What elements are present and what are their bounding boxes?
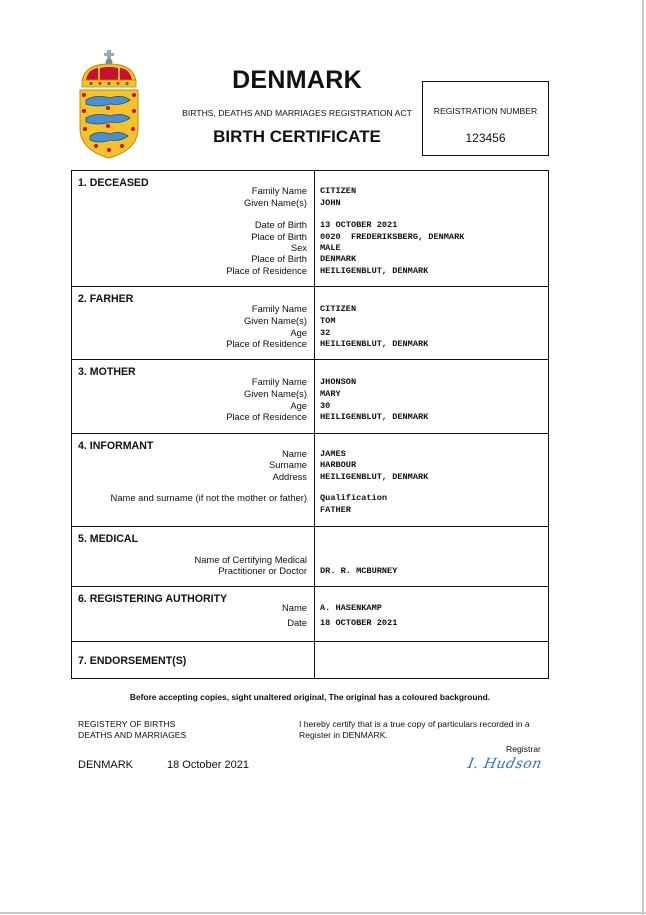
footer-date: 18 October 2021	[167, 759, 249, 771]
authenticity-notice: Before accepting copies, sight unaltered original, The original has a coloured background.	[129, 692, 491, 702]
field-label: Place of Residence	[226, 265, 307, 276]
field-value: DENMARK	[320, 254, 357, 264]
field-label: Date of Birth	[254, 219, 307, 230]
section-deceased	[72, 171, 548, 287]
field-value: 30	[320, 401, 331, 411]
section-father	[72, 287, 548, 360]
section-title: 7. ENDORSEMENT(S)	[78, 655, 187, 667]
field-value: 13 OCTOBER 2021	[320, 220, 398, 230]
section-registering-authority	[72, 587, 548, 642]
field-label: Given Name(s)	[243, 388, 307, 399]
field-label: Practitioner or Doctor	[218, 565, 307, 576]
field-value: 0020 FREDERIKSBERG, DENMARK	[320, 232, 465, 242]
field-label: Family Name	[251, 185, 307, 196]
field-label: Place of Birth	[251, 231, 307, 242]
field-value: TOM	[320, 316, 336, 326]
field-label: Sex	[290, 242, 307, 253]
field-label: Name and surname (if not the mother or father)	[110, 492, 307, 503]
field-label: Family Name	[251, 303, 307, 314]
certify-line: Register in DENMARK.	[299, 730, 388, 740]
field-label: Place of Birth	[251, 253, 307, 264]
coat-of-arms-icon	[76, 48, 142, 160]
field-label: Name of Certifying Medical	[194, 554, 307, 565]
field-label: Age	[290, 400, 307, 411]
document-title: BIRTH CERTIFICATE	[213, 127, 381, 146]
section-title: 3. MOTHER	[78, 366, 136, 378]
field-value: A. HASENKAMP	[320, 603, 382, 613]
field-label: Surname	[268, 459, 307, 470]
field-value: JAMES	[320, 449, 346, 459]
field-value: JOHN	[320, 198, 341, 208]
section-title: 5. MEDICAL	[78, 533, 139, 545]
section-title: 4. INFORMANT	[78, 440, 154, 452]
field-label: Address	[272, 471, 307, 482]
column-divider	[314, 171, 315, 678]
field-value: CITIZEN	[320, 186, 357, 196]
section-informant	[72, 434, 548, 527]
section-endorsements	[72, 642, 548, 679]
field-label: Given Name(s)	[243, 197, 307, 208]
section-title: 6. REGISTERING AUTHORITY	[78, 593, 228, 605]
field-value: FATHER	[320, 505, 351, 515]
field-label: Place of Residence	[226, 411, 307, 422]
registrar-label: Registrar	[506, 744, 541, 754]
registry-line: REGISTERY OF BIRTHS	[78, 719, 176, 729]
certification-statement	[299, 719, 549, 741]
section-mother	[72, 360, 548, 434]
field-value: HEILIGENBLUT, DENMARK	[320, 472, 429, 482]
field-value: Qualification	[320, 493, 388, 503]
field-label: Date	[287, 617, 307, 628]
certificate-table	[71, 170, 549, 679]
field-value: JHONSON	[320, 377, 357, 387]
certify-line: I hereby certify that is a true copy of particulars recorded in a	[299, 719, 530, 729]
registration-number-box	[422, 81, 549, 156]
section-medical	[72, 527, 548, 587]
page-edge	[642, 0, 644, 915]
field-value: HEILIGENBLUT, DENMARK	[320, 412, 429, 422]
registry-name	[78, 719, 186, 741]
field-label: Place of Residence	[226, 338, 307, 349]
field-value: CITIZEN	[320, 304, 357, 314]
section-title: 1. DECEASED	[78, 177, 149, 189]
field-value: HEILIGENBLUT, DENMARK	[320, 266, 429, 276]
registration-act: BIRTHS, DEATHS AND MARRIAGES REGISTRATION ACT	[182, 108, 412, 118]
field-label: Age	[290, 327, 307, 338]
field-value: MARY	[320, 389, 341, 399]
field-value: 32	[320, 328, 331, 338]
field-value: DR. R. MCBURNEY	[320, 566, 398, 576]
field-label: Name	[281, 602, 307, 613]
country-title: DENMARK	[232, 66, 362, 94]
field-label: Given Name(s)	[243, 315, 307, 326]
registration-number-label: REGISTRATION NUMBER	[433, 106, 538, 116]
field-label: Family Name	[251, 376, 307, 387]
section-title: 2. FARHER	[78, 293, 134, 305]
field-value: HARBOUR	[320, 460, 357, 470]
field-value: 18 OCTOBER 2021	[320, 618, 398, 628]
page-edge	[0, 912, 646, 914]
registry-line: DEATHS AND MARRIAGES	[78, 730, 187, 740]
field-label: Name	[281, 448, 307, 459]
field-value: MALE	[320, 243, 341, 253]
registrar-signature: I. Hudson	[466, 756, 544, 772]
registration-number-value: 123456	[465, 131, 506, 145]
footer-country: DENMARK	[78, 759, 134, 771]
field-value: HEILIGENBLUT, DENMARK	[320, 339, 429, 349]
